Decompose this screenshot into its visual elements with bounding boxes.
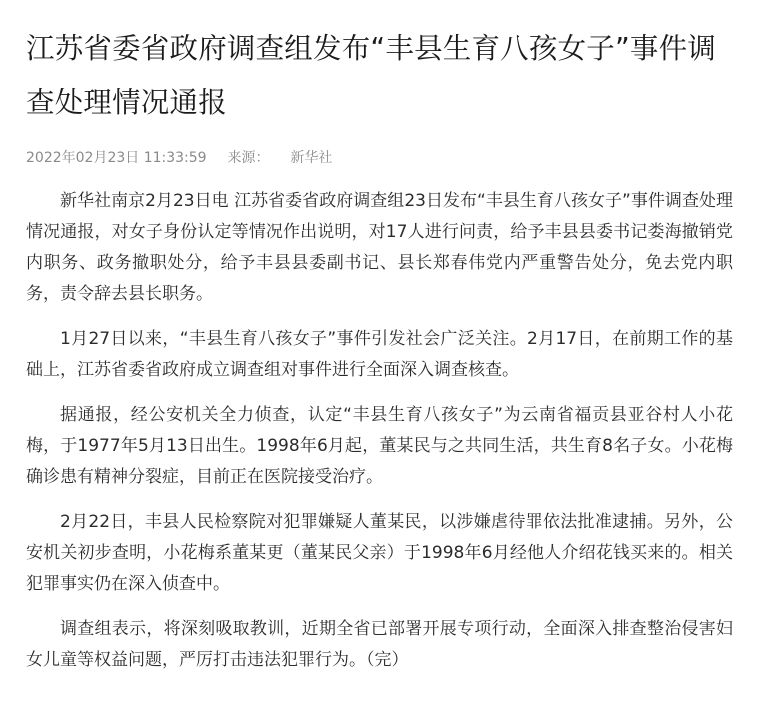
paragraph-2: 1月27日以来，“丰县生育八孩女子”事件引发社会广泛关注。2月17日，在前期工作的基础上，江苏省委省政府成立调查组对事件进行全面深入调查核查。 [26, 329, 733, 380]
paragraph-5: 调查组表示，将深刻吸取教训，近期全省已部署开展专项行动，全面深入排查整治侵害妇女儿童等权益问题，严厉打击违法犯罪行为。（完） [26, 619, 733, 670]
paragraph-1: 新华社南京2月23日电 江苏省委省政府调查组23日发布“丰县生育八孩女子”事件调查处理情况通报，对女子身份认定等情况作出说明，对17人进行问责，给予丰县县委书记娄海撤销党内职务、政务撤职处分，给予丰县县委副书记、县长郑春伟党内严重警告处分，免去党内职务，责令辞去县长职务。 [26, 191, 733, 304]
source-name: 新华社 [290, 150, 333, 166]
article-body [26, 186, 733, 676]
article-title: 江苏省委省政府调查组发布“丰县生育八孩女子”事件调查处理情况通报 [26, 32, 717, 119]
paragraph-3: 据通报，经公安机关全力侦查，认定“丰县生育八孩女子”为云南省福贡县亚谷村人小花梅，于1977年5月13日出生。1998年6月起，董某民与之共同生活，共生育8名子女。小花梅确诊患有精神分裂症，目前正在医院接受治疗。 [26, 405, 733, 487]
source-label: 来源： [227, 150, 270, 166]
paragraph-4: 2月22日，丰县人民检察院对犯罪嫌疑人董某民，以涉嫌虐待罪依法批准逮捕。另外，公安机关初步查明，小花梅系董某更（董某民父亲）于1998年6月经他人介绍花钱买来的。相关犯罪事实仍在深入侦查中。 [26, 512, 733, 594]
publish-datetime: 2022年02月23日 11:33:59 [26, 150, 207, 166]
article-meta [26, 148, 733, 168]
